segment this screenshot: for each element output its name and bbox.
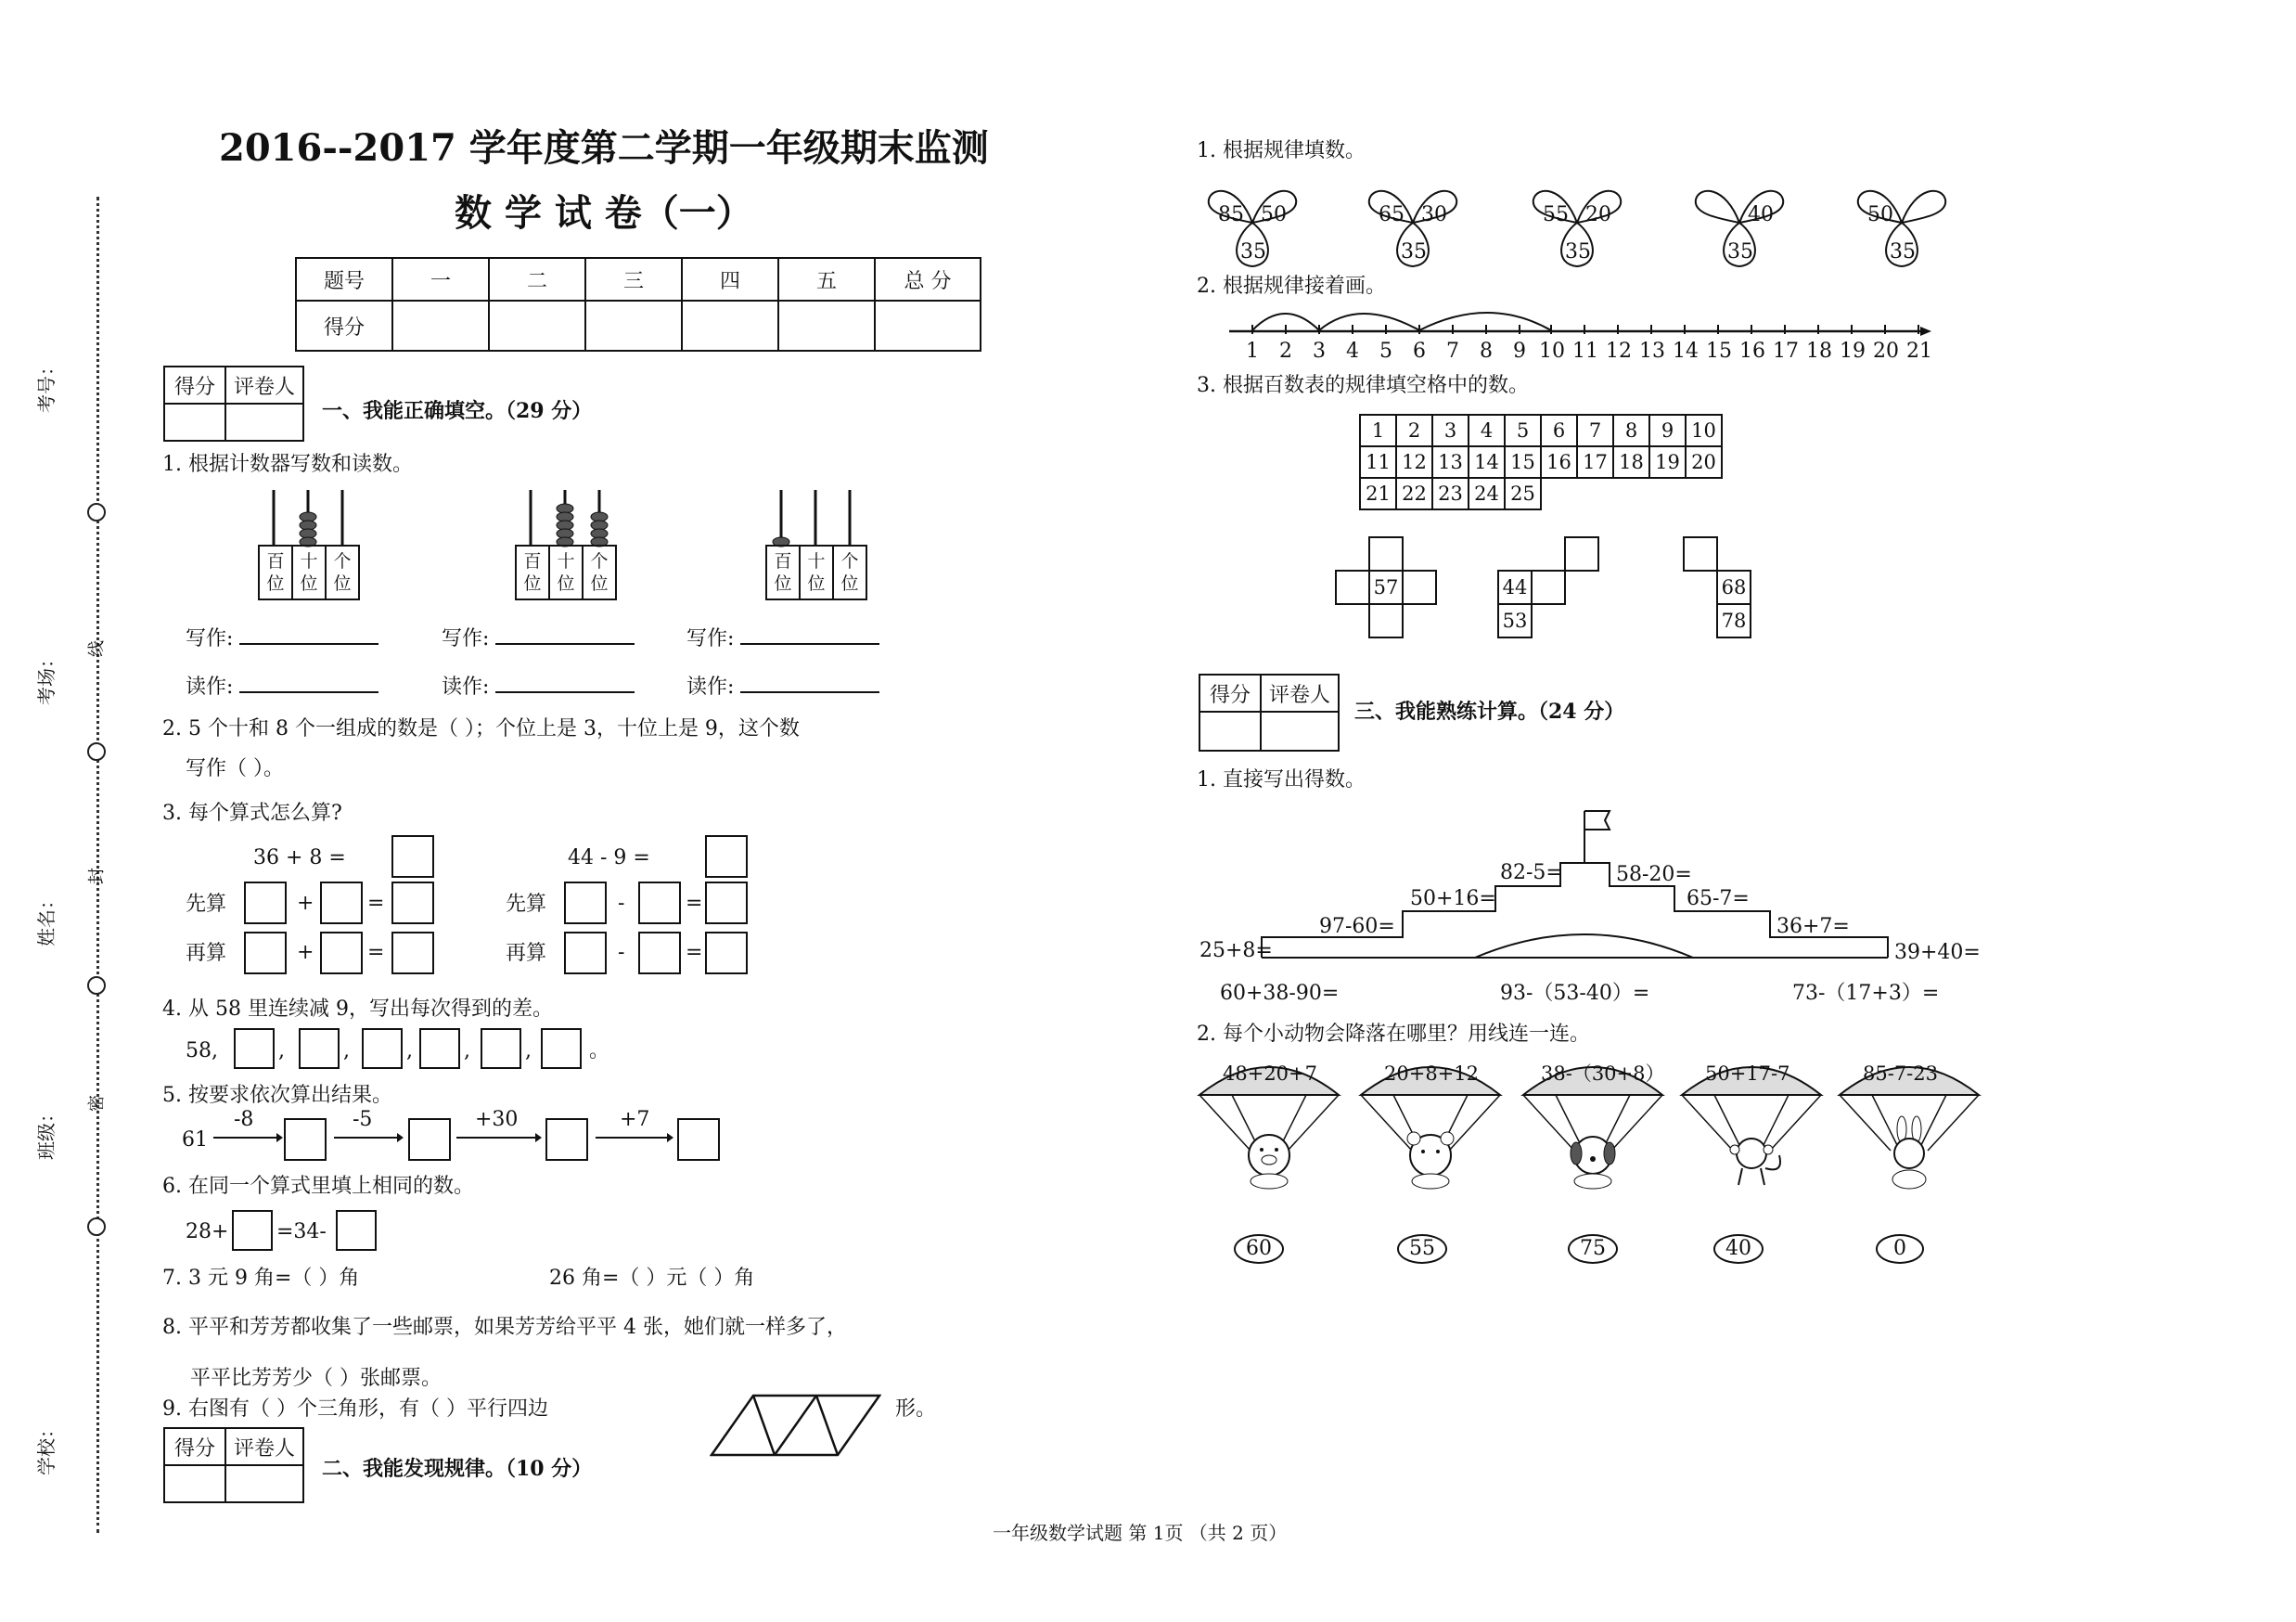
equals-sign: = — [686, 941, 703, 964]
q7-part1: 7. 3 元 9 角=（ ）角 — [162, 1267, 360, 1290]
q5-start-number: 61 — [182, 1128, 208, 1152]
tick-label: 9 — [1513, 340, 1526, 363]
arrow-right-icon — [456, 1130, 542, 1145]
q4-text: 4. 从 58 里连续减 9，写出每次得到的差。 — [162, 998, 553, 1021]
flower-puzzle — [1688, 181, 1790, 269]
grader-score-cell[interactable] — [1199, 712, 1261, 751]
hundreds-cell: 2 — [1396, 415, 1432, 446]
grader-name-cell[interactable] — [225, 1465, 303, 1502]
score-cell[interactable] — [682, 301, 778, 351]
flower-right-value: 50 — [1261, 203, 1287, 226]
grid-blank-cell[interactable] — [1368, 603, 1404, 638]
grader-score-cell[interactable] — [164, 1465, 225, 1502]
hundreds-cell: 18 — [1613, 446, 1649, 478]
tick-label: 7 — [1446, 340, 1459, 363]
hundreds-cell: 4 — [1469, 415, 1505, 446]
q3-first-label: 先算 — [186, 893, 227, 916]
q3-box[interactable] — [244, 882, 287, 924]
hundreds-cell: 14 — [1469, 446, 1505, 478]
tick-label: 18 — [1806, 340, 1832, 363]
tick-label: 16 — [1739, 340, 1765, 363]
grid-given-cell: 57 — [1368, 570, 1404, 605]
hundreds-cell: 23 — [1432, 478, 1469, 509]
side-label-exam-room: 考场： — [35, 650, 58, 705]
number-line — [1229, 297, 1934, 343]
q3-box[interactable] — [391, 882, 434, 924]
tick-label: 3 — [1313, 340, 1326, 363]
hundreds-cell: 13 — [1432, 446, 1469, 478]
q3-box[interactable] — [638, 882, 681, 924]
score-table-header: 二 — [489, 258, 585, 301]
plus-sign: + — [297, 941, 314, 964]
equals-sign: = — [367, 892, 385, 915]
grader-name-label: 评卷人 — [225, 1428, 303, 1465]
tick-label: 20 — [1873, 340, 1899, 363]
parachute-expr: 20+8+12 — [1384, 1062, 1479, 1085]
write-row-2: 写作: — [442, 626, 635, 650]
comma: , — [343, 1039, 350, 1062]
score-cell[interactable] — [585, 301, 682, 351]
parachute-expr: 48+20+7 — [1223, 1062, 1317, 1085]
abacus-1-labels — [258, 545, 360, 600]
stairs-expr: 82-5= — [1500, 861, 1563, 884]
abacus-place-tens: 十 位 — [800, 546, 833, 599]
tick-label: 8 — [1480, 340, 1493, 363]
q4-answer-box[interactable] — [234, 1028, 275, 1069]
plus-sign: + — [297, 892, 314, 915]
side-label-exam-number: 考号： — [35, 357, 58, 413]
hundreds-chart — [1359, 414, 1723, 510]
flower-puzzle — [1201, 181, 1303, 269]
cut-mark: 封 — [87, 868, 107, 884]
abacus-place-hundreds: 百 位 — [766, 546, 800, 599]
page-subtitle: 数 学 试 卷（一） — [455, 191, 753, 235]
side-label-class: 班级： — [35, 1104, 58, 1160]
score-cell[interactable] — [778, 301, 875, 351]
abacus-place-hundreds: 百 位 — [516, 546, 549, 599]
q7-part2: 26 角=（ ）元（ ）角 — [549, 1267, 755, 1290]
abacus-place-ones: 个 位 — [326, 546, 359, 599]
flower-left-value: 55 — [1543, 203, 1569, 226]
q2-line2: 写作（ ）。 — [186, 757, 284, 780]
grader-name-cell[interactable] — [1261, 712, 1339, 751]
q3-expr-2: 44 - 9 = — [568, 846, 650, 869]
q3-box[interactable] — [320, 882, 363, 924]
tick-label: 10 — [1539, 340, 1565, 363]
score-table — [295, 257, 981, 352]
binding-circle — [87, 976, 106, 995]
comma: , — [525, 1039, 532, 1062]
hundreds-cell: 12 — [1396, 446, 1432, 478]
score-table-header: 题号 — [296, 258, 392, 301]
hundreds-cell: 5 — [1505, 415, 1541, 446]
grid-blank-cell[interactable] — [1683, 536, 1718, 572]
score-cell[interactable] — [489, 301, 585, 351]
s2-q3-text: 3. 根据百数表的规律填空格中的数。 — [1197, 374, 1529, 397]
binding-circle — [87, 1217, 106, 1236]
landing-target[interactable]: 40 — [1713, 1234, 1764, 1264]
q3-then-label: 再算 — [506, 942, 547, 965]
parachute-card — [1195, 1053, 1343, 1192]
q3-box[interactable] — [705, 882, 748, 924]
q3-answer-box[interactable] — [391, 835, 434, 878]
bottom-expr: 60+38-90= — [1220, 982, 1340, 1005]
q5-text: 5. 按要求依次算出结果。 — [162, 1084, 392, 1107]
flower-right-value: 20 — [1585, 203, 1611, 226]
section3-heading: 三、我能熟练计算。（24 分） — [1354, 700, 1625, 724]
parachute-expr: 50+17-7 — [1705, 1062, 1790, 1085]
parachute-card — [1835, 1053, 1983, 1192]
minus-sign: - — [618, 941, 625, 964]
grader-name-cell[interactable] — [225, 404, 303, 441]
parachute-card — [1356, 1053, 1505, 1192]
s3-q1-text: 1. 直接写出得数。 — [1197, 768, 1366, 792]
flower-bottom-value: 35 — [1401, 240, 1427, 264]
stairs-expr: 50+16= — [1410, 887, 1496, 910]
hundreds-cell: 16 — [1541, 446, 1577, 478]
grid-given-cell: 53 — [1497, 603, 1533, 638]
stairs-expr: 58-20= — [1616, 863, 1692, 886]
score-table-header: 一 — [392, 258, 489, 301]
tick-label: 4 — [1346, 340, 1359, 363]
triangles-figure — [710, 1394, 881, 1457]
abacus-2-labels — [515, 545, 617, 600]
section2-heading: 二、我能发现规律。（10 分） — [322, 1457, 593, 1481]
q9-end: 形。 — [895, 1397, 937, 1421]
q6-left: 28+ — [186, 1220, 229, 1243]
tick-label: 19 — [1840, 340, 1866, 363]
q4-end: 。 — [589, 1039, 610, 1062]
tick-label: 17 — [1773, 340, 1799, 363]
minus-sign: - — [618, 892, 625, 915]
hundreds-cell: 8 — [1613, 415, 1649, 446]
page-footer: 一年级数学试题 第 1页 （共 2 页） — [993, 1522, 1288, 1544]
flower-left-value: 65 — [1379, 203, 1405, 226]
score-table-header: 总 分 — [875, 258, 981, 301]
q9-text: 9. 右图有（ ）个三角形，有（ ）平行四边 — [162, 1397, 548, 1421]
grader-name-label: 评卷人 — [225, 367, 303, 404]
score-cell[interactable] — [392, 301, 489, 351]
binding-circle — [87, 503, 106, 521]
comma: , — [406, 1039, 413, 1062]
section1-heading: 一、我能正确填空。（29 分） — [322, 399, 593, 423]
side-label-name: 姓名： — [35, 891, 58, 946]
hundreds-cell: 9 — [1649, 415, 1686, 446]
hundreds-cell: 3 — [1432, 415, 1469, 446]
q5-answer-box[interactable] — [284, 1118, 327, 1161]
landing-target[interactable]: 55 — [1397, 1234, 1447, 1264]
equals-sign: = — [367, 941, 385, 964]
write-answer-blank[interactable] — [740, 626, 879, 645]
grader-name-label: 评卷人 — [1261, 675, 1339, 712]
q3-box[interactable] — [244, 932, 287, 974]
q6-answer-box[interactable] — [232, 1210, 273, 1251]
abacus-place-hundreds: 百 位 — [259, 546, 292, 599]
parachute-expr: 85-7-23 — [1863, 1062, 1938, 1085]
flower-puzzle — [1526, 181, 1628, 269]
q5-op: +7 — [620, 1108, 650, 1131]
binding-circle — [87, 742, 106, 761]
flower-puzzle — [1851, 181, 1953, 269]
abacus-place-ones: 个 位 — [583, 546, 616, 599]
flower-bottom-value: 35 — [1240, 240, 1266, 264]
stairs-expr: 25+8= — [1199, 939, 1273, 962]
hundreds-cell: 24 — [1469, 478, 1505, 509]
q3-box[interactable] — [705, 932, 748, 974]
write-answer-blank[interactable] — [495, 626, 635, 645]
q2-line1: 2. 5 个十和 8 个一组成的数是（ ）；个位上是 3，十位上是 9，这个数 — [162, 717, 800, 740]
grader-box — [1199, 674, 1340, 752]
q8-line2: 平平比芳芳少（ ）张邮票。 — [190, 1367, 442, 1390]
q3-box[interactable] — [638, 932, 681, 974]
hundreds-cell: 11 — [1360, 446, 1396, 478]
stairs-expr: 36+7= — [1777, 915, 1850, 938]
read-row-2: 读作: — [442, 675, 635, 698]
grid-blank-cell[interactable] — [1564, 536, 1599, 572]
read-row-1: 读作: — [186, 675, 378, 698]
q4-answer-box[interactable] — [419, 1028, 460, 1069]
grader-score-label: 得分 — [1199, 675, 1261, 712]
hundreds-cell: 22 — [1396, 478, 1432, 509]
q5-op: -5 — [353, 1108, 373, 1131]
q8-line1: 8. 平平和芳芳都收集了一些邮票，如果芳芳给平平 4 张，她们就一样多了， — [162, 1316, 847, 1339]
cut-mark: 线 — [87, 640, 107, 657]
flower-left-value: 85 — [1218, 203, 1244, 226]
arrow-right-icon — [213, 1130, 283, 1145]
q3-expr-1: 36 + 8 = — [253, 846, 346, 869]
write-row-1: 写作: — [186, 626, 378, 650]
comma: , — [278, 1039, 285, 1062]
binding-dotted-line — [96, 197, 99, 1533]
q3-first-label: 先算 — [506, 893, 547, 916]
q5-answer-box[interactable] — [677, 1118, 720, 1161]
flower-right-value: 30 — [1421, 203, 1447, 226]
grid-blank-cell[interactable] — [1402, 570, 1437, 605]
hundreds-cell: 19 — [1649, 446, 1686, 478]
q4-answer-box[interactable] — [299, 1028, 340, 1069]
grader-score-cell[interactable] — [164, 404, 225, 441]
hundreds-cell: 20 — [1686, 446, 1722, 478]
bottom-expr: 73-（17+3）= — [1792, 982, 1940, 1005]
flower-bottom-value: 35 — [1565, 240, 1591, 264]
q6-mid: =34- — [276, 1220, 327, 1243]
grid-blank-cell[interactable] — [1335, 570, 1370, 605]
hundreds-cell: 17 — [1577, 446, 1613, 478]
stairs-diagram — [1234, 807, 1920, 970]
q4-answer-box[interactable] — [362, 1028, 403, 1069]
q5-answer-box[interactable] — [408, 1118, 451, 1161]
hundreds-cell: 6 — [1541, 415, 1577, 446]
write-answer-blank[interactable] — [239, 626, 378, 645]
hundreds-cell: 25 — [1505, 478, 1541, 509]
grid-given-cell: 78 — [1716, 603, 1751, 638]
tick-label: 21 — [1906, 340, 1932, 363]
flower-bottom-value: 35 — [1890, 240, 1916, 264]
stairs-expr: 97-60= — [1319, 915, 1395, 938]
landing-target[interactable]: 75 — [1568, 1234, 1618, 1264]
grid-given-cell: 44 — [1497, 570, 1533, 605]
score-table-header: 三 — [585, 258, 682, 301]
grader-box — [163, 366, 304, 442]
grid-blank-cell[interactable] — [1368, 536, 1404, 572]
tick-label: 1 — [1246, 340, 1259, 363]
hundreds-cell: 21 — [1360, 478, 1396, 509]
s2-q1-text: 1. 根据规律填数。 — [1197, 139, 1366, 162]
parachute-card — [1519, 1053, 1667, 1192]
read-answer-blank[interactable] — [740, 675, 879, 693]
q5-answer-box[interactable] — [545, 1118, 588, 1161]
landing-target[interactable]: 0 — [1876, 1234, 1924, 1264]
abacus-place-tens: 十 位 — [549, 546, 583, 599]
tick-label: 5 — [1379, 340, 1392, 363]
tick-label: 12 — [1606, 340, 1632, 363]
bottom-expr: 93-（53-40）= — [1500, 982, 1650, 1005]
equals-sign: = — [686, 892, 703, 915]
tick-label: 15 — [1706, 340, 1732, 363]
q4-answer-box[interactable] — [541, 1028, 582, 1069]
cut-mark: 密 — [87, 1095, 107, 1112]
abacus-place-tens: 十 位 — [292, 546, 326, 599]
stairs-expr: 65-7= — [1687, 887, 1750, 910]
page-title: 2016--2017 学年度第二学期一年级期末监测 — [219, 126, 989, 170]
grader-score-label: 得分 — [164, 1428, 225, 1465]
hundreds-cell: 1 — [1360, 415, 1396, 446]
q3-box[interactable] — [320, 932, 363, 974]
parachute-card — [1677, 1053, 1826, 1192]
write-row-3: 写作: — [686, 626, 879, 650]
tick-label: 2 — [1279, 340, 1292, 363]
q3-box[interactable] — [391, 932, 434, 974]
score-row-label: 得分 — [296, 301, 392, 351]
q1-text: 1. 根据计数器写数和读数。 — [162, 453, 413, 476]
q3-text: 3. 每个算式怎么算? — [162, 802, 342, 825]
grader-box — [163, 1427, 304, 1503]
hundreds-cell: 15 — [1505, 446, 1541, 478]
q6-text: 6. 在同一个算式里填上相同的数。 — [162, 1175, 474, 1198]
comma: , — [464, 1039, 470, 1062]
q3-then-label: 再算 — [186, 942, 227, 965]
side-label-school: 学校： — [35, 1420, 58, 1475]
landing-target[interactable]: 60 — [1234, 1234, 1284, 1264]
hundreds-cell: 7 — [1577, 415, 1613, 446]
flower-right-value: 40 — [1748, 203, 1774, 226]
arrow-right-icon — [334, 1130, 404, 1145]
tick-label: 13 — [1639, 340, 1665, 363]
grid-blank-cell[interactable] — [1531, 570, 1566, 605]
arrow-right-icon — [596, 1130, 673, 1145]
grader-score-label: 得分 — [164, 367, 225, 404]
q4-start: 58, — [186, 1039, 218, 1062]
parachute-expr: 38-（30+8） — [1541, 1062, 1665, 1085]
read-row-3: 读作: — [686, 675, 879, 698]
q5-op: +30 — [475, 1108, 519, 1131]
s3-q2-text: 2. 每个小动物会降落在哪里？用线连一连。 — [1197, 1023, 1590, 1046]
s2-q2-text: 2. 根据规律接着画。 — [1197, 275, 1386, 298]
number-line-labels — [1229, 341, 1953, 366]
q3-box[interactable] — [564, 932, 607, 974]
score-table-header: 四 — [682, 258, 778, 301]
q4-answer-box[interactable] — [481, 1028, 521, 1069]
tick-label: 6 — [1413, 340, 1426, 363]
grid-given-cell: 68 — [1716, 570, 1751, 605]
tick-label: 14 — [1673, 340, 1699, 363]
read-answer-blank[interactable] — [239, 675, 378, 693]
stairs-expr: 39+40= — [1894, 941, 1981, 964]
abacus-place-ones: 个 位 — [833, 546, 866, 599]
q3-box[interactable] — [564, 882, 607, 924]
hundreds-cell: 10 — [1686, 415, 1722, 446]
tick-label: 11 — [1572, 340, 1598, 363]
score-cell[interactable] — [875, 301, 981, 351]
abacus-3-labels — [765, 545, 867, 600]
score-table-header: 五 — [778, 258, 875, 301]
q3-answer-box[interactable] — [705, 835, 748, 878]
q5-op: -8 — [234, 1108, 254, 1131]
flower-left-value: 50 — [1867, 203, 1893, 226]
read-answer-blank[interactable] — [495, 675, 635, 693]
flower-bottom-value: 35 — [1727, 240, 1753, 264]
q6-answer-box[interactable] — [336, 1210, 377, 1251]
flower-puzzle — [1362, 181, 1464, 269]
